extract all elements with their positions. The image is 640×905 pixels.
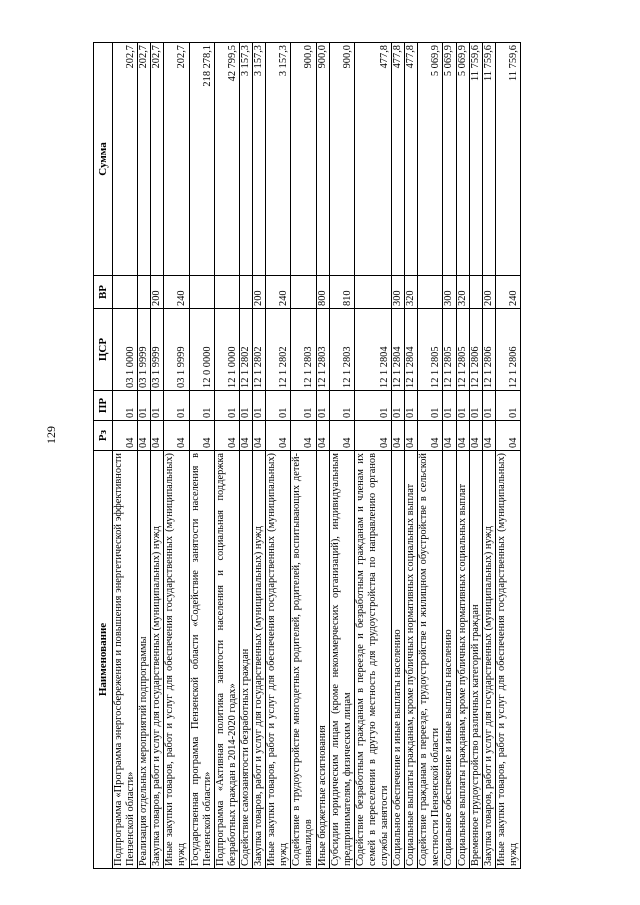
- cell-csr: 12 1 2805: [443, 309, 456, 391]
- cell-vr: 300: [392, 276, 405, 309]
- table-row: [443, 43, 456, 869]
- cell-pr: 01: [138, 391, 151, 421]
- cell-rz: 04: [329, 421, 354, 451]
- cell-rz: 04: [138, 421, 151, 451]
- table-row: [291, 43, 316, 869]
- cell-name: Подпрограмма «Активная политика занятости населения и социальная поддержка безработных граждан в 2014-2020 годах»: [214, 451, 239, 869]
- cell-csr: 12 1 2804: [392, 309, 405, 391]
- cell-name: Содействие самозанятости безработных граждан: [239, 451, 252, 869]
- cell-sum: 11 759,6: [482, 43, 495, 276]
- table-row: [253, 43, 266, 869]
- cell-vr: [189, 276, 214, 309]
- cell-rz: 04: [239, 421, 252, 451]
- header-csr: ЦСР: [94, 309, 113, 391]
- cell-vr: [291, 276, 316, 309]
- cell-csr: 12 1 2802: [266, 309, 291, 391]
- cell-vr: 200: [253, 276, 266, 309]
- table-row: [392, 43, 405, 869]
- cell-rz: 04: [469, 421, 482, 451]
- cell-rz: 04: [443, 421, 456, 451]
- table-row: [151, 43, 164, 869]
- header-vr: ВР: [94, 276, 113, 309]
- header-name: Наименование: [94, 451, 113, 869]
- cell-csr: 12 1 2802: [253, 309, 266, 391]
- cell-vr: 320: [456, 276, 469, 309]
- cell-csr: 12 1 2806: [495, 309, 520, 391]
- budget-table: [93, 42, 521, 869]
- cell-csr: 12 1 2803: [329, 309, 354, 391]
- cell-rz: 04: [482, 421, 495, 451]
- cell-sum: 11 759,6: [495, 43, 520, 276]
- table-row: [482, 43, 495, 869]
- cell-csr: 12 1 2803: [291, 309, 316, 391]
- cell-vr: 240: [495, 276, 520, 309]
- cell-pr: 01: [189, 391, 214, 421]
- cell-sum: 3 157,3: [253, 43, 266, 276]
- cell-name: Закупка товаров, работ и услуг для государственных (муниципальных) нужд: [151, 451, 164, 869]
- cell-sum: 900,0: [329, 43, 354, 276]
- cell-sum: 5 069,9: [418, 43, 443, 276]
- table-header-row: [94, 43, 113, 869]
- cell-rz: 04: [418, 421, 443, 451]
- cell-pr: 01: [253, 391, 266, 421]
- cell-csr: 12 1 2802: [239, 309, 252, 391]
- cell-name: Социальное обеспечение и иные выплаты населению: [443, 451, 456, 869]
- cell-csr: 12 1 2803: [316, 309, 329, 391]
- table-row: [266, 43, 291, 869]
- cell-sum: 202,7: [113, 43, 138, 276]
- cell-name: Социальные выплаты гражданам, кроме публичных нормативных социальных выплат: [405, 451, 418, 869]
- cell-rz: 04: [354, 421, 391, 451]
- cell-rz: 04: [495, 421, 520, 451]
- cell-csr: 12 1 0000: [214, 309, 239, 391]
- header-sum: Сумма: [94, 43, 113, 276]
- cell-name: Социальные выплаты гражданам, кроме публичных нормативных социальных выплат: [456, 451, 469, 869]
- table-row: [418, 43, 443, 869]
- cell-name: Временное трудоустройство различных категорий граждан: [469, 451, 482, 869]
- cell-rz: 04: [456, 421, 469, 451]
- table-row: [239, 43, 252, 869]
- cell-rz: 04: [214, 421, 239, 451]
- cell-pr: 01: [418, 391, 443, 421]
- table-row: [456, 43, 469, 869]
- cell-vr: [239, 276, 252, 309]
- cell-pr: 01: [291, 391, 316, 421]
- table-body: [113, 43, 521, 869]
- cell-rz: 04: [316, 421, 329, 451]
- cell-csr: 12 1 2805: [456, 309, 469, 391]
- cell-pr: 01: [214, 391, 239, 421]
- cell-pr: 01: [443, 391, 456, 421]
- cell-pr: 01: [316, 391, 329, 421]
- table-row: [405, 43, 418, 869]
- table-row: [495, 43, 520, 869]
- cell-pr: 01: [482, 391, 495, 421]
- cell-vr: [138, 276, 151, 309]
- cell-vr: 800: [316, 276, 329, 309]
- table-row: [189, 43, 214, 869]
- cell-vr: 810: [329, 276, 354, 309]
- cell-name: Субсидии юридическим лицам (кроме некоммерческих организаций), индивидуальным предпринимателям, физическим лицам: [329, 451, 354, 869]
- cell-rz: 04: [113, 421, 138, 451]
- cell-csr: 03 1 9999: [151, 309, 164, 391]
- cell-name: Иные закупки товаров, работ и услуг для обеспечения государственных (муниципальных) нужд: [164, 451, 189, 869]
- cell-pr: 01: [113, 391, 138, 421]
- cell-pr: 01: [456, 391, 469, 421]
- cell-pr: 01: [164, 391, 189, 421]
- cell-name: Содействие гражданам в переезде, трудоустройстве и жилищном обустройстве в сельской местности Пензенской области: [418, 451, 443, 869]
- cell-vr: [113, 276, 138, 309]
- cell-pr: 01: [239, 391, 252, 421]
- cell-vr: 200: [151, 276, 164, 309]
- table-row: [316, 43, 329, 869]
- cell-csr: 12 0 0000: [189, 309, 214, 391]
- cell-csr: 12 1 2804: [405, 309, 418, 391]
- cell-sum: 42 799,5: [214, 43, 239, 276]
- cell-pr: 01: [151, 391, 164, 421]
- cell-sum: 3 157,3: [266, 43, 291, 276]
- table-row: [214, 43, 239, 869]
- cell-sum: 202,7: [138, 43, 151, 276]
- page-number: 129: [44, 426, 58, 444]
- table-row: [113, 43, 138, 869]
- cell-name: Закупка товаров, работ и услуг для государственных (муниципальных) нужд: [482, 451, 495, 869]
- cell-pr: 01: [495, 391, 520, 421]
- cell-csr: 03 1 9999: [164, 309, 189, 391]
- cell-vr: 240: [266, 276, 291, 309]
- cell-name: Иные бюджетные ассигнования: [316, 451, 329, 869]
- cell-name: Закупка товаров, работ и услуг для государственных (муниципальных) нужд: [253, 451, 266, 869]
- cell-name: Реализация отдельных мероприятий подпрограммы: [138, 451, 151, 869]
- cell-pr: 01: [266, 391, 291, 421]
- cell-rz: 04: [392, 421, 405, 451]
- cell-csr: 03 1 0000: [113, 309, 138, 391]
- cell-rz: 04: [151, 421, 164, 451]
- cell-rz: 04: [189, 421, 214, 451]
- cell-vr: 200: [482, 276, 495, 309]
- cell-rz: 04: [253, 421, 266, 451]
- cell-sum: 5 069,9: [443, 43, 456, 276]
- cell-vr: 300: [443, 276, 456, 309]
- cell-sum: 477,8: [405, 43, 418, 276]
- cell-sum: 477,8: [354, 43, 391, 276]
- table-row: [354, 43, 391, 869]
- header-pr: ПР: [94, 391, 113, 421]
- cell-name: Государственная программа Пензенской области «Содействие занятости населения в Пензенской области»: [189, 451, 214, 869]
- cell-csr: 12 1 2806: [469, 309, 482, 391]
- cell-vr: [469, 276, 482, 309]
- table-row: [138, 43, 151, 869]
- cell-sum: 900,0: [316, 43, 329, 276]
- table-row: [164, 43, 189, 869]
- cell-name: Содействие в трудоустройстве многодетных родителей, родителей, воспитывающих детей-инвалидов: [291, 451, 316, 869]
- cell-name: Содействие безработным гражданам в переезде и безработным гражданам и членам их семей в переселении в другую местность для трудоустройства по направлению органов службы занятости: [354, 451, 391, 869]
- cell-sum: 202,7: [164, 43, 189, 276]
- cell-name: Социальное обеспечение и иные выплаты населению: [392, 451, 405, 869]
- cell-name: Иные закупки товаров, работ и услуг для обеспечения государственных (муниципальных) нужд: [266, 451, 291, 869]
- cell-sum: 202,7: [151, 43, 164, 276]
- cell-vr: 320: [405, 276, 418, 309]
- cell-csr: 12 1 2806: [482, 309, 495, 391]
- rotated-table-container: [93, 43, 586, 869]
- cell-pr: 01: [469, 391, 482, 421]
- header-rz: Рз: [94, 421, 113, 451]
- cell-rz: 04: [164, 421, 189, 451]
- cell-name: Иные закупки товаров, работ и услуг для обеспечения государственных (муниципальных) нужд: [495, 451, 520, 869]
- cell-sum: 3 157,3: [239, 43, 252, 276]
- cell-sum: 218 278,1: [189, 43, 214, 276]
- cell-pr: 01: [405, 391, 418, 421]
- cell-pr: 01: [354, 391, 391, 421]
- cell-vr: [214, 276, 239, 309]
- cell-vr: 240: [164, 276, 189, 309]
- table-row: [329, 43, 354, 869]
- cell-name: Подпрограмма «Программа энергосбережения и повышения энергетической эффективности Пензенской области»: [113, 451, 138, 869]
- cell-sum: 5 069,9: [456, 43, 469, 276]
- cell-csr: 03 1 9999: [138, 309, 151, 391]
- table-row: [469, 43, 482, 869]
- cell-rz: 04: [405, 421, 418, 451]
- cell-sum: 11 759,6: [469, 43, 482, 276]
- cell-pr: 01: [329, 391, 354, 421]
- cell-rz: 04: [291, 421, 316, 451]
- cell-pr: 01: [392, 391, 405, 421]
- cell-sum: 477,8: [392, 43, 405, 276]
- cell-sum: 900,0: [291, 43, 316, 276]
- cell-vr: [418, 276, 443, 309]
- cell-csr: 12 1 2805: [418, 309, 443, 391]
- cell-vr: [354, 276, 391, 309]
- cell-csr: 12 1 2804: [354, 309, 391, 391]
- cell-rz: 04: [266, 421, 291, 451]
